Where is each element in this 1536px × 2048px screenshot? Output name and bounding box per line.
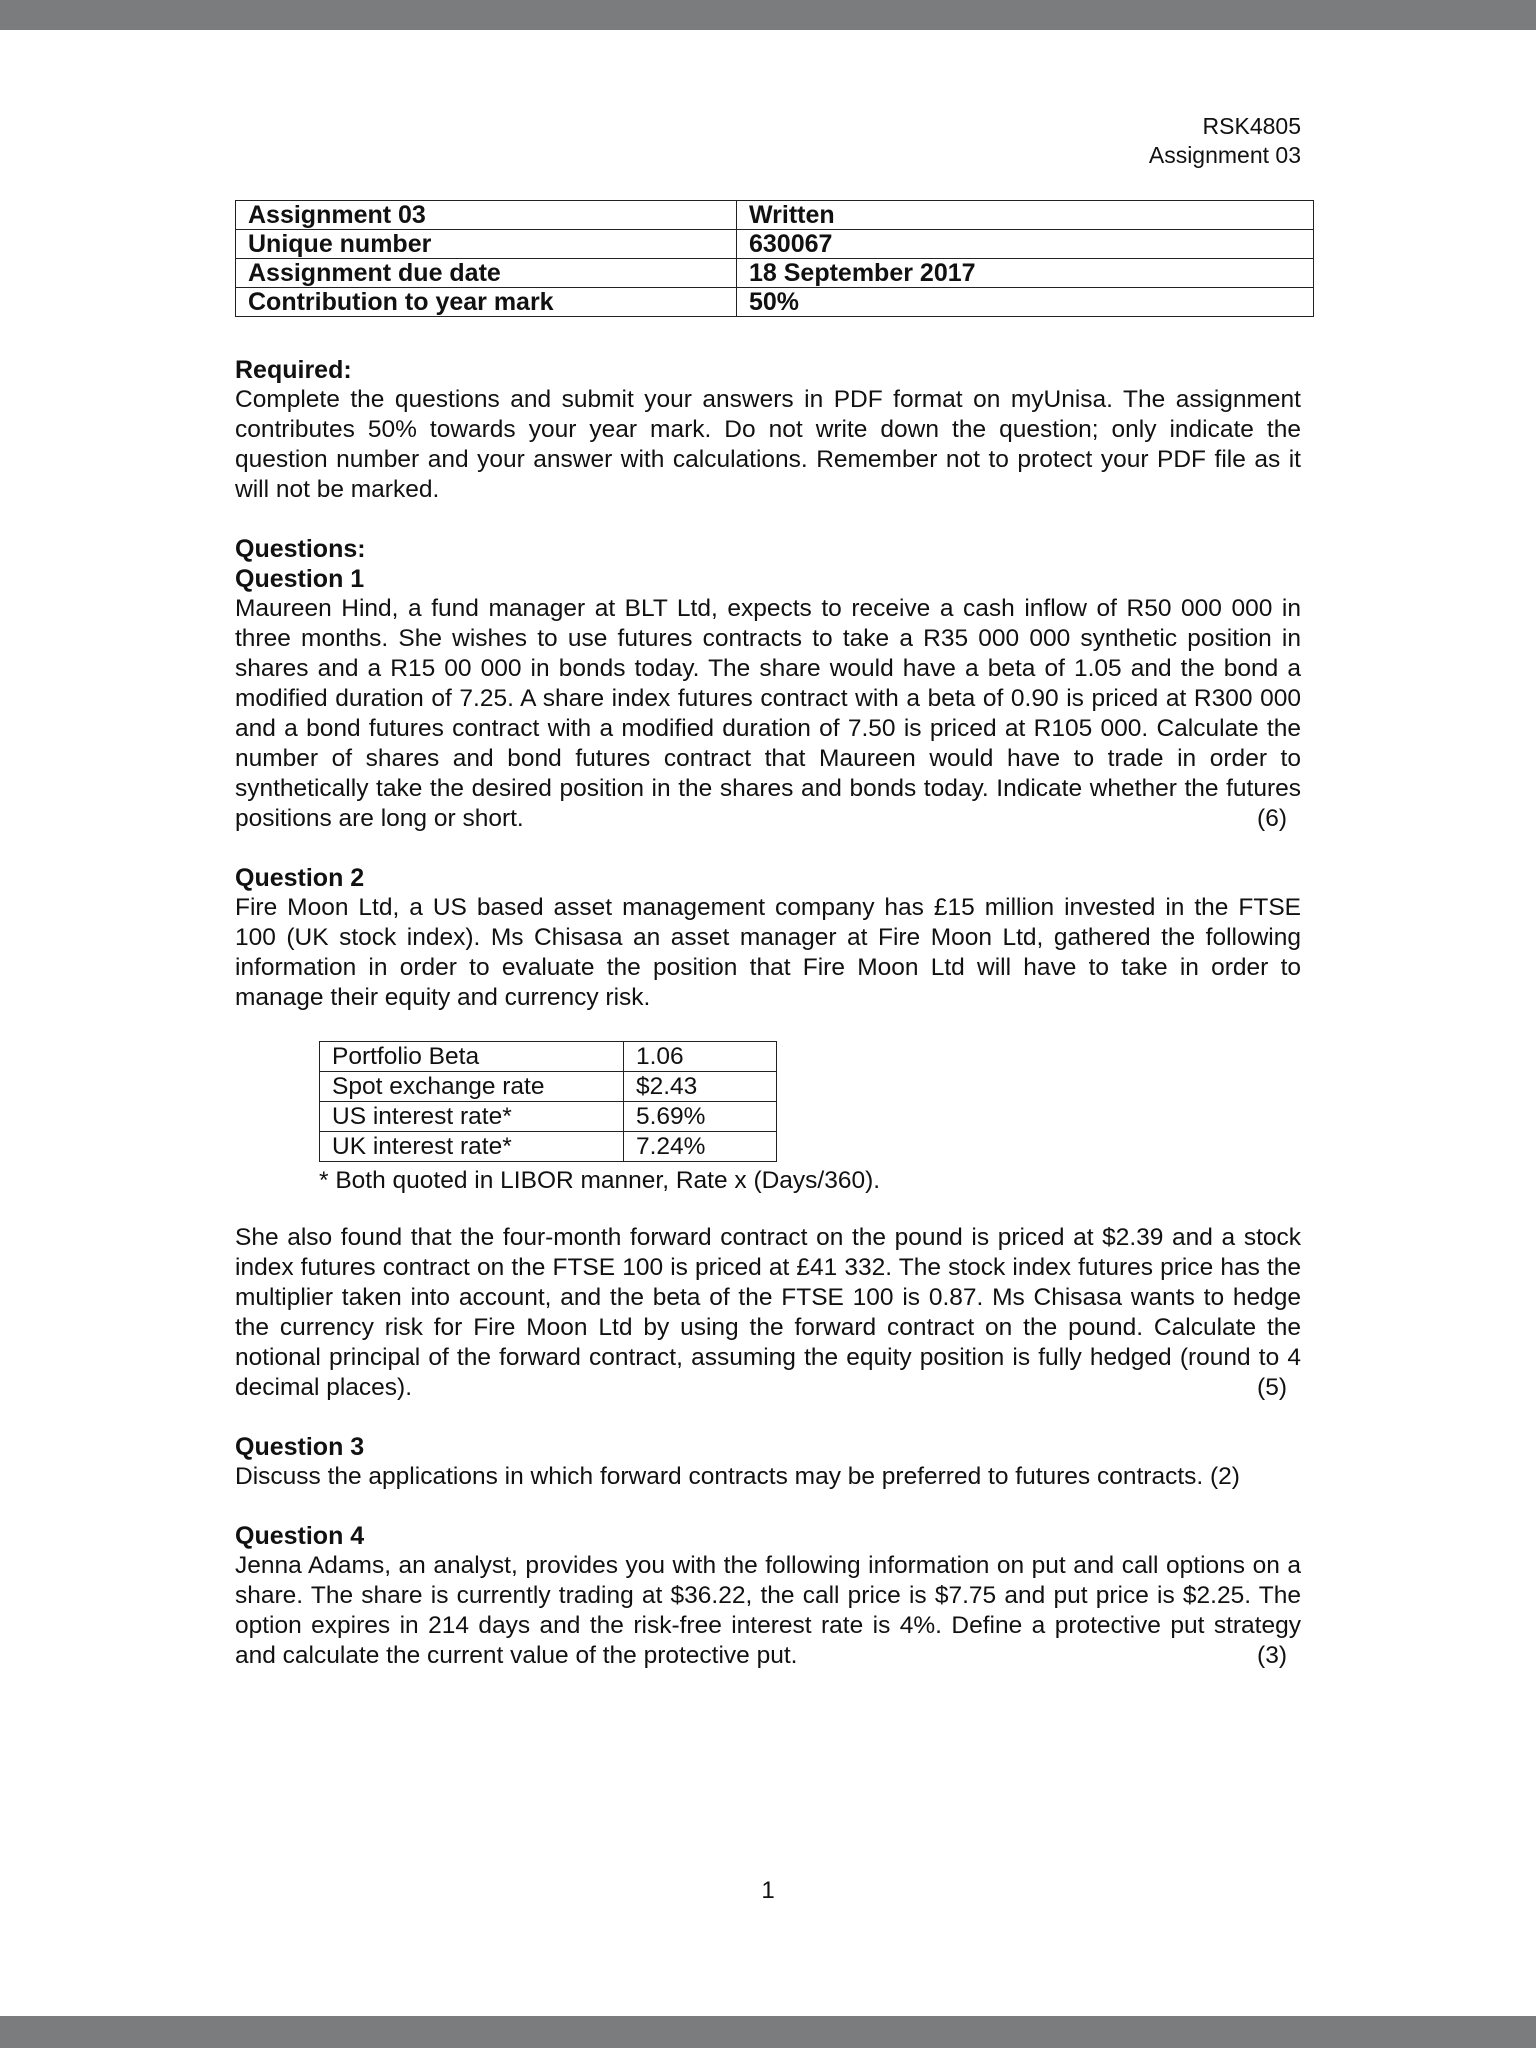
question-3-heading: Question 3 — [235, 1433, 365, 1461]
question-4-marks: (3) — [1257, 1642, 1287, 1669]
table-row — [236, 230, 1314, 259]
question-1-heading: Question 1 — [235, 565, 365, 593]
table-row — [236, 259, 1314, 288]
table-cell: Portfolio Beta — [320, 1042, 624, 1072]
question-4-heading: Question 4 — [235, 1522, 365, 1550]
table-cell: Contribution to year mark — [236, 288, 737, 317]
question-1-marks: (6) — [1257, 805, 1287, 832]
table-cell: $2.43 — [624, 1072, 777, 1102]
table-row — [320, 1042, 777, 1072]
table-row — [320, 1102, 777, 1132]
table-cell: Assignment due date — [236, 259, 737, 288]
table-footnote: * Both quoted in LIBOR manner, Rate x (Days/360). — [319, 1167, 881, 1194]
viewer-bottom-bar — [0, 2016, 1536, 2048]
viewer-top-bar — [0, 0, 1536, 30]
table-cell: 50% — [737, 288, 1314, 317]
table-cell: Written — [737, 201, 1314, 230]
required-text: Complete the questions and submit your answers in PDF format on myUnisa. The assignment contributes 50% towards your year mark. Do not write down the question; only indicate the question number and your answer with calculations. Remember not to protect your PDF file as it will not be marked. — [235, 386, 1301, 503]
table-cell: Unique number — [236, 230, 737, 259]
table-cell: Assignment 03 — [236, 201, 737, 230]
question-3-text: Discuss the applications in which forward contracts may be preferred to futures contracts. (2) — [235, 1463, 1240, 1490]
question-4-text: Jenna Adams, an analyst, provides you with the following information on put and call options on a share. The share is currently trading at $36.22, the call price is $7.75 and put price is $2.25. The option expires in 214 days and the risk-free interest rate is 4%. Define a protective put strategy and calculate the current value of the protective put. — [235, 1552, 1301, 1669]
assignment-info-table — [235, 200, 1314, 317]
course-code: RSK4805 — [1202, 113, 1301, 139]
table-row — [236, 288, 1314, 317]
table-cell: 5.69% — [624, 1102, 777, 1132]
question-2-intro: Fire Moon Ltd, a US based asset management company has £15 million invested in the FTSE 100 (UK stock index). Ms Chisasa an asset manager at Fire Moon Ltd, gathered the following information in order to evaluate the position that Fire Moon Ltd will have to take in order to manage their equity and currency risk. — [235, 894, 1301, 1011]
question-2-text: She also found that the four-month forward contract on the pound is priced at $2.39 and a stock index futures contract on the FTSE 100 is priced at £41 332. The stock index futures price has the multiplier taken into account, and the beta of the FTSE 100 is 0.87. Ms Chisasa wants to hedge the currency risk for Fire Moon Ltd by using the forward contract on the pound. Calculate the notional principal of the forward contract, assuming the equity position is fully hedged (round to 4 decimal places). — [235, 1224, 1301, 1401]
table-cell: 630067 — [737, 230, 1314, 259]
page-header — [1149, 112, 1301, 170]
question-2-marks: (5) — [1257, 1374, 1287, 1401]
table-cell: 1.06 — [624, 1042, 777, 1072]
table-cell: Spot exchange rate — [320, 1072, 624, 1102]
table-row — [320, 1132, 777, 1162]
page-number: 1 — [761, 1877, 775, 1904]
fx-data-table — [319, 1041, 777, 1162]
table-row — [236, 201, 1314, 230]
assignment-label: Assignment 03 — [1148, 142, 1301, 168]
table-cell: US interest rate* — [320, 1102, 624, 1132]
questions-heading: Questions: — [235, 535, 366, 563]
table-cell: 7.24% — [624, 1132, 777, 1162]
table-row — [320, 1072, 777, 1102]
question-2-heading: Question 2 — [235, 864, 365, 892]
question-1-text: Maureen Hind, a fund manager at BLT Ltd, expects to receive a cash inflow of R50 000 000 in three months. She wishes to use futures contracts to take a R35 000 000 synthetic position in shares and a R15 00 000 in bonds today. The share would have a beta of 1.05 and the bond a modified duration of 7.25. A share index futures contract with a beta of 0.90 is priced at R300 000 and a bond futures contract with a modified duration of 7.50 is priced at R105 000. Calculate the number of shares and bond futures contract that Maureen would have to trade in order to synthetically take the desired position in the shares and bonds today. Indicate whether the futures positions are long or short. — [235, 595, 1301, 832]
table-cell: UK interest rate* — [320, 1132, 624, 1162]
required-heading: Required: — [235, 356, 352, 384]
table-cell: 18 September 2017 — [737, 259, 1314, 288]
